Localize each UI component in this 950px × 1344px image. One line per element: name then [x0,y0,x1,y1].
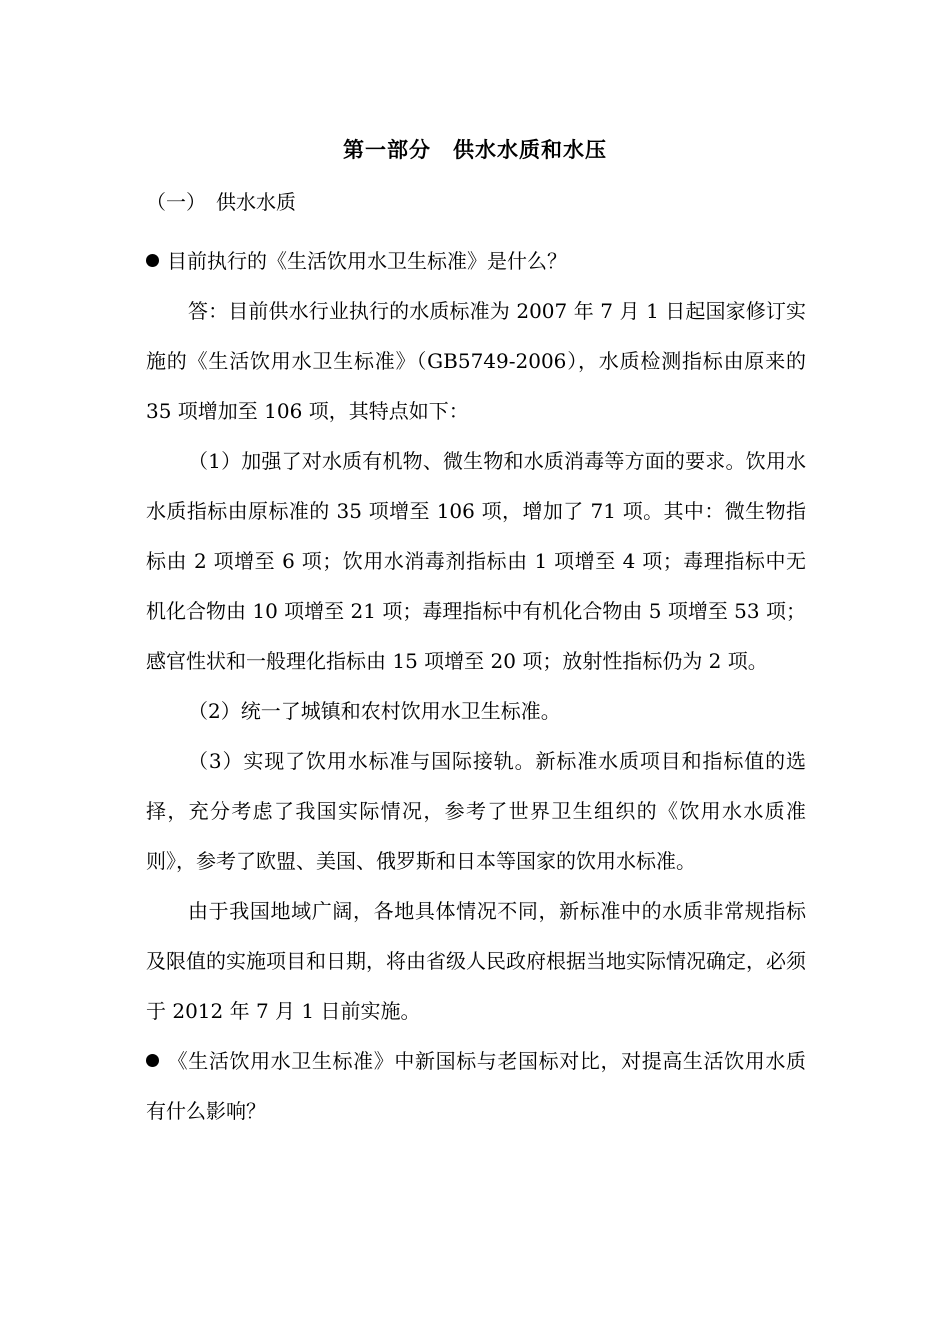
document-body [146,236,806,1136]
section-heading: （一） 供水水质 [146,190,296,214]
bullet-icon [146,254,159,267]
final-paragraph: 由于我国地域广阔，各地具体情况不同，新标准中的水质非常规指标及限值的实施项目和日期，将由省级人民政府根据当地实际情况确定，必须于 2012 年 7 月 1 日前实施。 [146,899,806,1023]
question-1-text: 目前执行的《生活饮用水卫生标准》是什么？ [167,249,567,273]
answer-paragraph: 答：目前供水行业执行的水质标准为 2007 年 7 月 1 日起国家修订实施的《生活饮用水卫生标准》（GB5749-2006），水质检测指标由原来的 35 项增加至 106 项，其特点如下： [146,299,806,423]
question-1 [146,236,806,286]
bullet-icon [146,1054,159,1067]
item-1-paragraph: （1）加强了对水质有机物、微生物和水质消毒等方面的要求。饮用水水质指标由原标准的 35 项增至 106 项，增加了 71 项。其中：微生物指标由 2 项增至 6 项；饮用水消毒剂指标由 1 项增至 4 项；毒理指标中无机化合物由 10 项增至 21 项；毒理指标中有机化合物由 5 项增至 53 项；感官性状和一般理化指标由 15 项增至 20 项；放射性指标仍为 2 项。 [146,449,806,673]
item-2-paragraph: （2）统一了城镇和农村饮用水卫生标准。 [188,699,561,723]
question-2 [146,1036,806,1136]
item-3-paragraph: （3）实现了饮用水标准与国际接轨。新标准水质项目和指标值的选择，充分考虑了我国实际情况，参考了世界卫生组织的《饮用水水质准则》，参考了欧盟、美国、俄罗斯和日本等国家的饮用水标准。 [146,749,806,873]
page-title: 第一部分 供水水质和水压 [343,137,607,162]
question-2-text: 《生活饮用水卫生标准》中新国标与老国标对比，对提高生活饮用水质有什么影响？ [146,1049,806,1123]
